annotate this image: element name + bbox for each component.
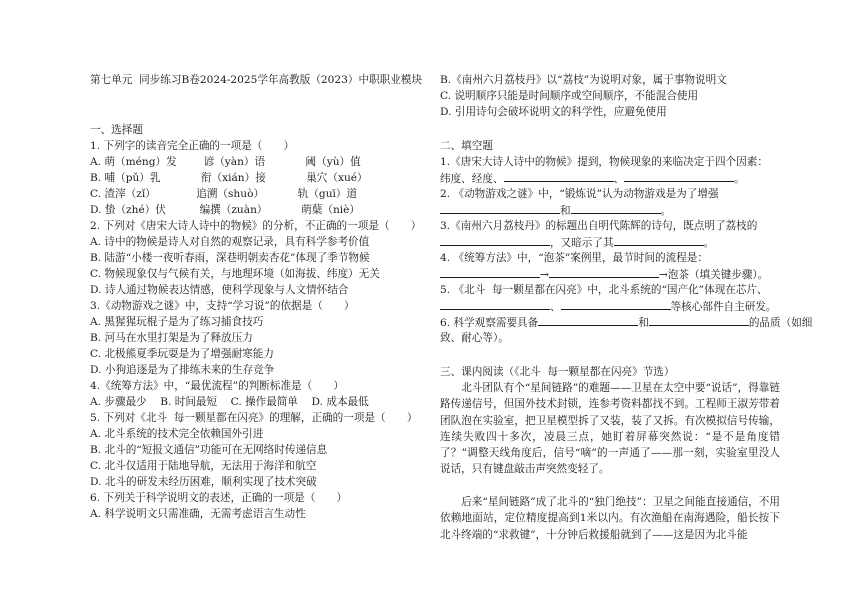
answer-blank[interactable] [504, 170, 614, 182]
fill-question-2-blanks: 和 。 [440, 202, 671, 219]
fill-question-4: 4. 《统筹方法》中，“泡茶”案例里，最节时间的流程是： [440, 252, 708, 264]
fill-question-5: 5. 《北斗 每一颗星都在闪亮》中，北斗系统的“国产化”体现在芯片、 [440, 284, 768, 296]
fill-question-5-blanks: 、 等核心部件自主研发。 [440, 298, 777, 315]
question-2-option-d: D. 诗人通过物候表达情感，使科学现象与人文情怀结合 [90, 284, 349, 296]
question-6-option-a: A. 科学说明文只需准确，无需考虑语言生动性 [90, 508, 306, 520]
question-5-option-b: B. 北斗的“短报文通信”功能可在无网络时传递信息 [90, 444, 328, 456]
question-5-option-a: A. 北斗系统的技术完全依赖国外引进 [90, 428, 264, 440]
fill-question-6: 6. 科学观察需要具备 和 的品质（如细 [440, 314, 812, 331]
question-6-option-b: B.《南州六月荔枝丹》以“荔枝”为说明对象，属于事物说明文 [440, 74, 727, 86]
question-1-option-c: C. 渣滓（zǐ） 追溯（shuò） 轨（guī）道 [90, 188, 358, 200]
fill-question-2: 2. 《动物游戏之谜》中，“锻炼说”认为动物游戏是为了增强 [440, 188, 719, 200]
answer-blank[interactable] [538, 314, 638, 326]
question-6-option-d: D. 引用诗句会破坏说明文的科学性，应避免使用 [440, 106, 667, 118]
section-heading-choice: 一、选择题 [90, 124, 143, 136]
question-6: 6. 下列关于科学说明文的表述，正确的一项是（ ） [90, 492, 348, 504]
question-5: 5. 下列对《北斗 每一颗星都在闪亮》的理解，正确的一项是（ ） [90, 412, 418, 424]
section-heading-reading: 三、课内阅读（《北斗 每一颗星都在闪亮》节选） [440, 366, 675, 378]
document-title: 第七单元 同步练习B卷2024-2025学年高教版（2023）中职职业模块 [90, 74, 423, 86]
answer-blank[interactable] [440, 202, 560, 214]
fill-question-6-cont: 致、耐心等）。 [440, 332, 509, 344]
question-3-option-c: C. 北极熊夏季玩耍是为了增强耐寒能力 [90, 348, 274, 360]
answer-blank[interactable] [649, 314, 749, 326]
question-1: 1. 下列字的读音完全正确的一项是（ ） [90, 140, 295, 152]
question-1-option-d: D. 蛰（zhé）伏 编撰（zuàn） 萌蘖（niè） [90, 204, 361, 216]
question-2: 2. 下列对《唐宋大诗人诗中的物候》的分析，不正确的一项是（ ） [90, 220, 422, 232]
question-3: 3.《动物游戏之谜》中，支持“学习说”的依据是（ ） [90, 300, 355, 312]
question-4: 4.《统筹方法》中，“最优流程”的判断标准是（ ） [90, 380, 344, 392]
answer-blank[interactable] [440, 266, 540, 278]
answer-blank[interactable] [440, 234, 550, 246]
answer-blank[interactable] [561, 298, 671, 310]
question-5-option-c: C. 北斗仅适用于陆地导航，无法用于海洋和航空 [90, 460, 317, 472]
answer-blank[interactable] [440, 298, 550, 310]
answer-blank[interactable] [571, 202, 661, 214]
reading-paragraph-1: 北斗团队有个“星间链路”的难题——卫星在太空中要“说话”，得靠链路传递信号，但国外技术封锁，连参考资料都找不到。工程师王淑芳带着团队泡在实验室，把卫星模型拆了又装，装了又拆。有次模拟信号传输，连续失败四十多次，凌晨三点，她盯着屏幕突然说：“是不是角度错了？”调整天线角度后，信号“嘀”的一声通了——那一刻，实验室里没人说话，只有键盘敲击声突然变轻了。 [440, 382, 780, 476]
question-3-option-b: B. 河马在水里打架是为了释放压力 [90, 332, 253, 344]
question-4-options: A. 步骤最少 B. 时间最短 C. 操作最简单 D. 成本最低 [90, 396, 369, 408]
question-5-option-d: D. 北斗的研发未经历困难，顺利实现了技术突破 [90, 476, 317, 488]
reading-paragraph-2: 后来“星间链路”成了北斗的“独门绝技”：卫星之间能直接通信，不用依赖地面站，定位精度提高到1米以内。有次渔船在南海遇险，船长按下北斗终端的“求救键”，十分钟后救援船就到了——这是因为北斗能 [440, 496, 780, 541]
question-2-option-b: B. 陆游“小楼一夜听春雨，深巷明朝卖杏花”体现了季节物候 [90, 252, 370, 264]
fill-question-4-blanks: → →泡茶（填关键步骤）。 [440, 266, 768, 283]
fill-question-3-blanks: ，又暗示了其 。 [440, 234, 714, 251]
question-1-option-b: B. 哺（pǔ）乳 衔（xián）接 巢穴（xué） [90, 172, 368, 184]
answer-blank[interactable] [549, 266, 659, 278]
answer-blank[interactable] [614, 234, 704, 246]
question-1-option-a: A. 萌（méng）发 谚（yàn）语 阈（yù）值 [90, 156, 361, 168]
fill-question-1-blanks: 纬度、经度、 、 。 [440, 170, 745, 187]
section-heading-fill: 二、填空题 [440, 140, 493, 152]
fill-question-1: 1.《唐宋大诗人诗中的物候》提到，物候现象的来临决定于四个因素： [440, 156, 768, 168]
fill-question-3: 3.《南州六月荔枝丹》的标题出自明代陈辉的诗句，既点明了荔枝的 [440, 220, 758, 232]
question-2-option-c: C. 物候现象仅与气候有关，与地理环境（如海拔、纬度）无关 [90, 268, 380, 280]
answer-blank[interactable] [624, 170, 734, 182]
question-3-option-d: D. 小狗追逐是为了排练未来的生存竞争 [90, 364, 275, 376]
question-6-option-c: C. 说明顺序只能是时间顺序或空间顺序，不能混合使用 [440, 90, 699, 102]
question-3-option-a: A. 黑猩猩玩棍子是为了练习捕食技巧 [90, 316, 264, 328]
question-2-option-a: A. 诗中的物候是诗人对自然的观察记录，具有科学参考价值 [90, 236, 370, 248]
